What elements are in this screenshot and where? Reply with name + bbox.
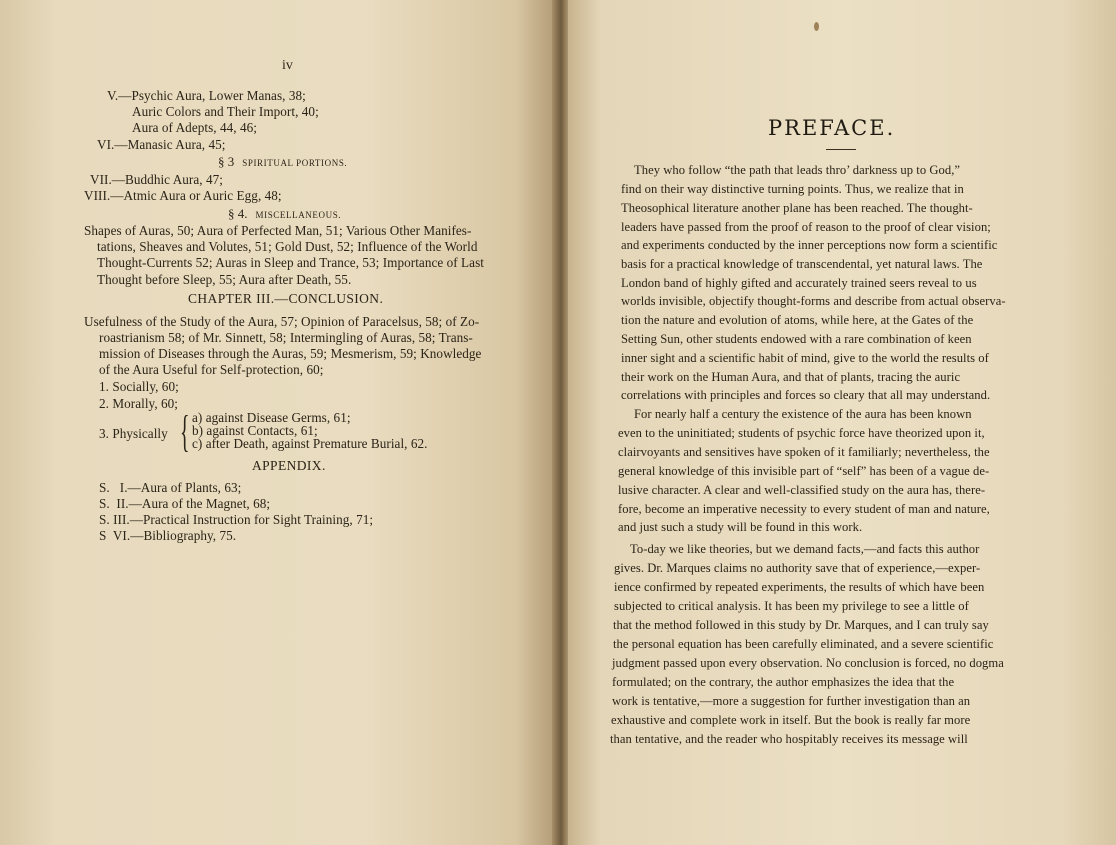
text-line: gives. Dr. Marques claims no authority save that of experience,—exper- xyxy=(614,561,981,575)
text-line: work is tentative,—more a suggestion for further investigation than an xyxy=(612,694,971,708)
numbered-item: 3. Physically xyxy=(99,426,168,441)
appendix-entry: S. I.—Aura of Plants, 63; xyxy=(99,480,242,495)
text-line: correlations with principles and forces so cleary that all may understand. xyxy=(621,388,991,402)
section-symbol: § 4. xyxy=(228,206,248,221)
text-line: inner sight and a scientific habit of mind, give to the world the results of xyxy=(621,351,989,365)
text-line: worlds invisible, objectify thought-forms and describe from actual observa- xyxy=(621,294,1006,308)
appendix-entry: S. III.—Practical Instruction for Sight Training, 71; xyxy=(99,512,374,527)
section-heading xyxy=(228,206,341,222)
preface-title: PREFACE. xyxy=(768,116,896,140)
text-line: Setting Sun, other students endowed with a rare combination of keen xyxy=(621,332,972,346)
text-line: formulated; on the contrary, the author emphasizes the idea that the xyxy=(612,675,955,689)
toc-entry: VI.—Manasic Aura, 45; xyxy=(97,137,226,152)
text-line: clairvoyants and sensitives have spoken of it familiarly; nevertheless, the xyxy=(618,445,990,459)
text-line: general knowledge of this invisible part of “self” has been of a vague de- xyxy=(618,464,990,478)
text-line: leaders have passed from the proof of reason to the proof of clear vision; xyxy=(621,220,991,234)
toc-entry: VIII.—Atmic Aura or Auric Egg, 48; xyxy=(84,188,282,203)
appendix-entry: S. II.—Aura of the Magnet, 68; xyxy=(99,496,271,511)
title-rule xyxy=(826,149,856,150)
text-line: their work on the Human Aura, and that of plants, tracing the auric xyxy=(621,370,961,384)
toc-entry: VII.—Buddhic Aura, 47; xyxy=(90,172,223,187)
curly-brace: { xyxy=(180,407,190,456)
section-title: MISCELLANEOUS. xyxy=(255,210,342,220)
numbered-item: 1. Socially, 60; xyxy=(99,379,179,394)
appendix-heading: APPENDIX. xyxy=(252,458,326,473)
text-line: Theosophical literature another plane has been reached. The thought- xyxy=(621,201,973,215)
section-symbol: § 3 xyxy=(218,154,235,169)
text-line: For nearly half a century the existence of the aura has been known xyxy=(634,407,972,421)
sub-item: a) against Disease Germs, 61; xyxy=(192,410,351,425)
text-line: tations, Sheaves and Volutes, 51; Gold Dust, 52; Influence of the World xyxy=(97,239,478,254)
text-line: basis for a practical knowledge of transcendental, yet natural laws. The xyxy=(621,257,983,271)
text-line: exhaustive and complete work in itself. But the book is really far more xyxy=(611,713,971,727)
text-line: even to the uninitiated; students of psychic force have theorized upon it, xyxy=(618,426,985,440)
right-page xyxy=(568,0,1116,845)
sub-item: c) after Death, against Premature Burial, 62. xyxy=(192,436,428,451)
text-line: of the Aura Useful for Self-protection, 60; xyxy=(99,362,324,377)
text-line: find on their way distinctive turning points. Thus, we realize that in xyxy=(621,182,964,196)
appendix-entry: S VI.—Bibliography, 75. xyxy=(99,528,237,543)
text-line: ience confirmed by repeated experiments, the results of which have been xyxy=(614,580,985,594)
text-line: tion the nature and evolution of atoms, while here, at the Gates of the xyxy=(621,313,974,327)
section-title: SPIRITUAL PORTIONS. xyxy=(242,158,348,168)
text-line: than tentative, and the reader who hospitably receives its message will xyxy=(610,732,968,746)
chapter-heading: CHAPTER III.—CONCLUSION. xyxy=(188,291,384,306)
text-line: subjected to critical analysis. It has been my privilege to see a little of xyxy=(614,599,969,613)
page-number: iv xyxy=(282,58,293,73)
text-line: and experiments conducted by the inner perceptions now form a scientific xyxy=(621,238,998,252)
paper-stain xyxy=(814,22,819,31)
section-heading xyxy=(218,154,347,170)
numbered-item: 2. Morally, 60; xyxy=(99,396,179,411)
text-line: lusive character. A clear and well-classified study on the aura has, there- xyxy=(618,483,986,497)
text-line: roastrianism 58; of Mr. Sinnett, 58; Intermingling of Auras, 58; Trans- xyxy=(99,330,473,345)
text-line: the personal equation has been carefully eliminated, and a severe scientific xyxy=(613,637,994,651)
text-line: that the method followed in this study by Dr. Marques, and I can truly say xyxy=(613,618,989,632)
text-line: Thought before Sleep, 55; Aura after Death, 55. xyxy=(97,272,352,287)
text-line: judgment passed upon every observation. No conclusion is forced, no dogma xyxy=(612,656,1004,670)
text-line: Shapes of Auras, 50; Aura of Perfected Man, 51; Various Other Manifes- xyxy=(84,223,472,238)
toc-entry: Aura of Adepts, 44, 46; xyxy=(132,120,257,135)
text-line: Usefulness of the Study of the Aura, 57; Opinion of Paracelsus, 58; of Zo- xyxy=(84,314,480,329)
toc-entry: Auric Colors and Their Import, 40; xyxy=(132,104,319,119)
sub-item: b) against Contacts, 61; xyxy=(192,423,318,438)
text-line: mission of Diseases through the Auras, 59; Mesmerism, 59; Knowledge xyxy=(99,346,482,361)
toc-entry: V.—Psychic Aura, Lower Manas, 38; xyxy=(107,88,306,103)
text-line: London band of highly gifted and accurately trained seers reveal to us xyxy=(621,276,977,290)
text-line: and just such a study will be found in this work. xyxy=(618,520,863,534)
text-line: fore, become an imperative necessity to every student of man and nature, xyxy=(618,502,990,516)
text-line: They who follow “the path that leads thro’ darkness up to God,” xyxy=(634,163,961,177)
text-line: To-day we like theories, but we demand facts,—and facts this author xyxy=(630,542,980,556)
text-line: Thought-Currents 52; Auras in Sleep and Trance, 53; Importance of Last xyxy=(97,255,484,270)
